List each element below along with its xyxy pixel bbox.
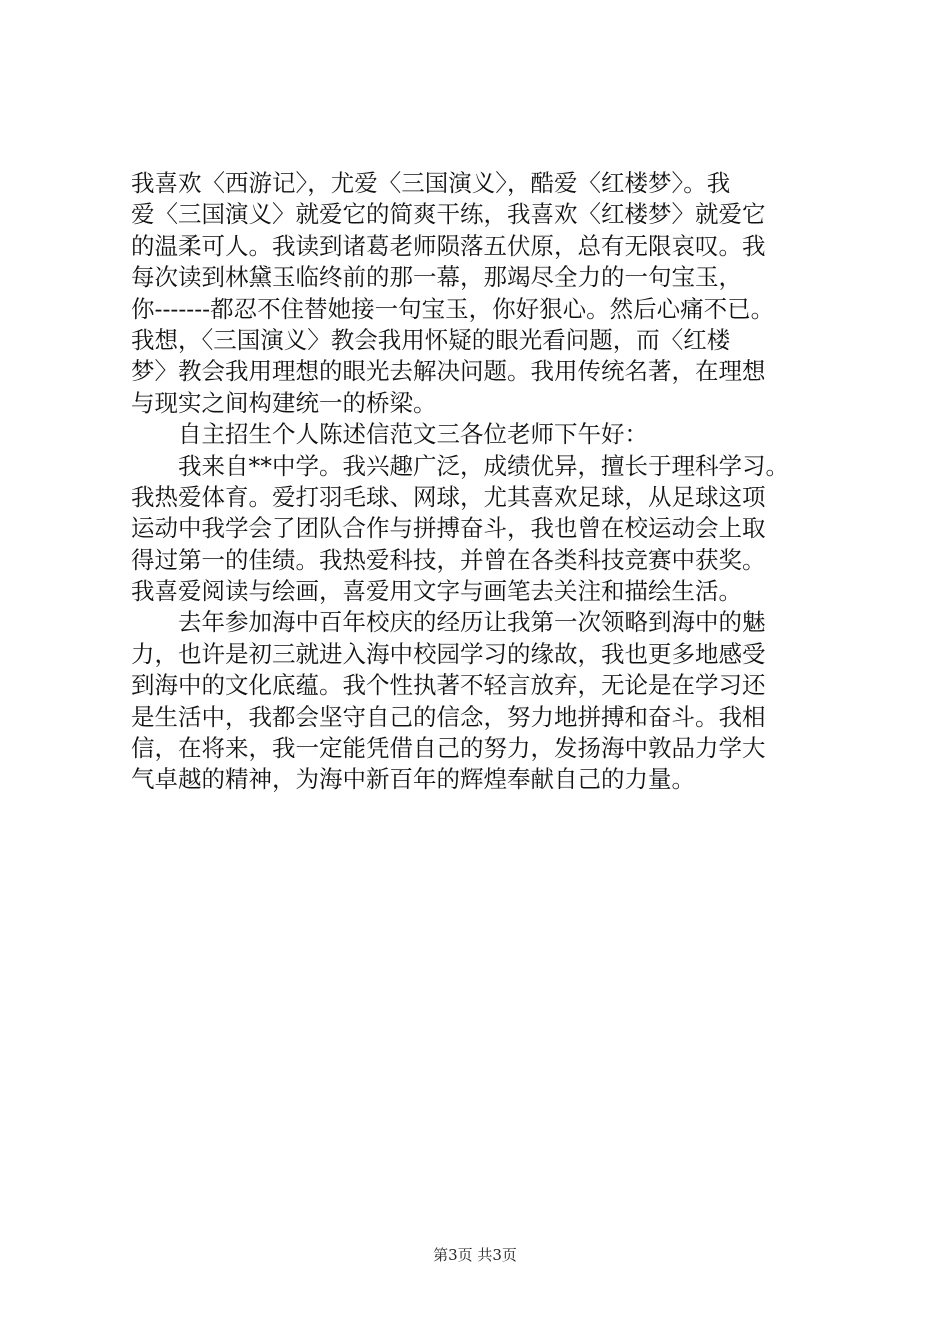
text-line: 我喜爱阅读与绘画，喜爱用文字与画笔去关注和描绘生活。 [131, 577, 742, 606]
text-line: 爱〈三国演义〉就爱它的简爽干练，我喜欢〈红楼梦〉就爱它 [131, 200, 766, 229]
page-footer [0, 1244, 950, 1265]
text-line: 每次读到林黛玉临终前的那一幕，那竭尽全力的一句宝玉， [131, 263, 742, 292]
text-line: 与现实之间构建统一的桥梁。 [131, 388, 437, 417]
text-line: 运动中我学会了团队合作与拼搏奋斗，我也曾在校运动会上取 [131, 514, 766, 543]
text-line: 信，在将来，我一定能凭借自己的努力，发扬海中敦品力学大 [131, 734, 766, 763]
text-line: 力，也许是初三就进入海中校园学习的缘故，我也更多地感受 [131, 639, 766, 668]
paragraph-first-line: 去年参加海中百年校庆的经历让我第一次领略到海中的魅 [178, 608, 766, 637]
text-line: 我想，〈三国演义〉教会我用怀疑的眼光看问题，而〈红楼 [131, 325, 731, 354]
text-line: 到海中的文化底蕴。我个性执著不轻言放弃，无论是在学习还 [131, 671, 766, 700]
text-line: 气卓越的精神，为海中新百年的辉煌奉献自己的力量。 [131, 765, 695, 794]
page-number-label: 第3页 共3页 [433, 1246, 517, 1264]
text-line: 我热爱体育。爱打羽毛球、网球，尤其喜欢足球，从足球这项 [131, 482, 766, 511]
text-line: 得过第一的佳绩。我热爱科技，并曾在各类科技竞赛中获奖。 [131, 545, 766, 574]
paragraph-first-line: 我来自**中学。我兴趣广泛，成绩优异，擅长于理科学习。 [178, 451, 789, 480]
text-line: 梦〉教会我用理想的眼光去解决问题。我用传统名著，在理想 [131, 357, 766, 386]
text-line: 的温柔可人。我读到诸葛老师陨落五伏原，总有无限哀叹。我 [131, 231, 766, 260]
document-body [131, 168, 845, 796]
text-line: 我喜欢〈西游记〉，尤爱〈三国演义〉，酷爱〈红楼梦〉。我 [131, 169, 731, 197]
text-line: 是生活中，我都会坚守自己的信念，努力地拼搏和奋斗。我相 [131, 702, 766, 731]
text-line: 你-------都忍不住替她接一句宝玉，你好狠心。然后心痛不已。 [131, 294, 775, 323]
section-heading-line: 自主招生个人陈述信范文三各位老师下午好： [178, 420, 648, 449]
